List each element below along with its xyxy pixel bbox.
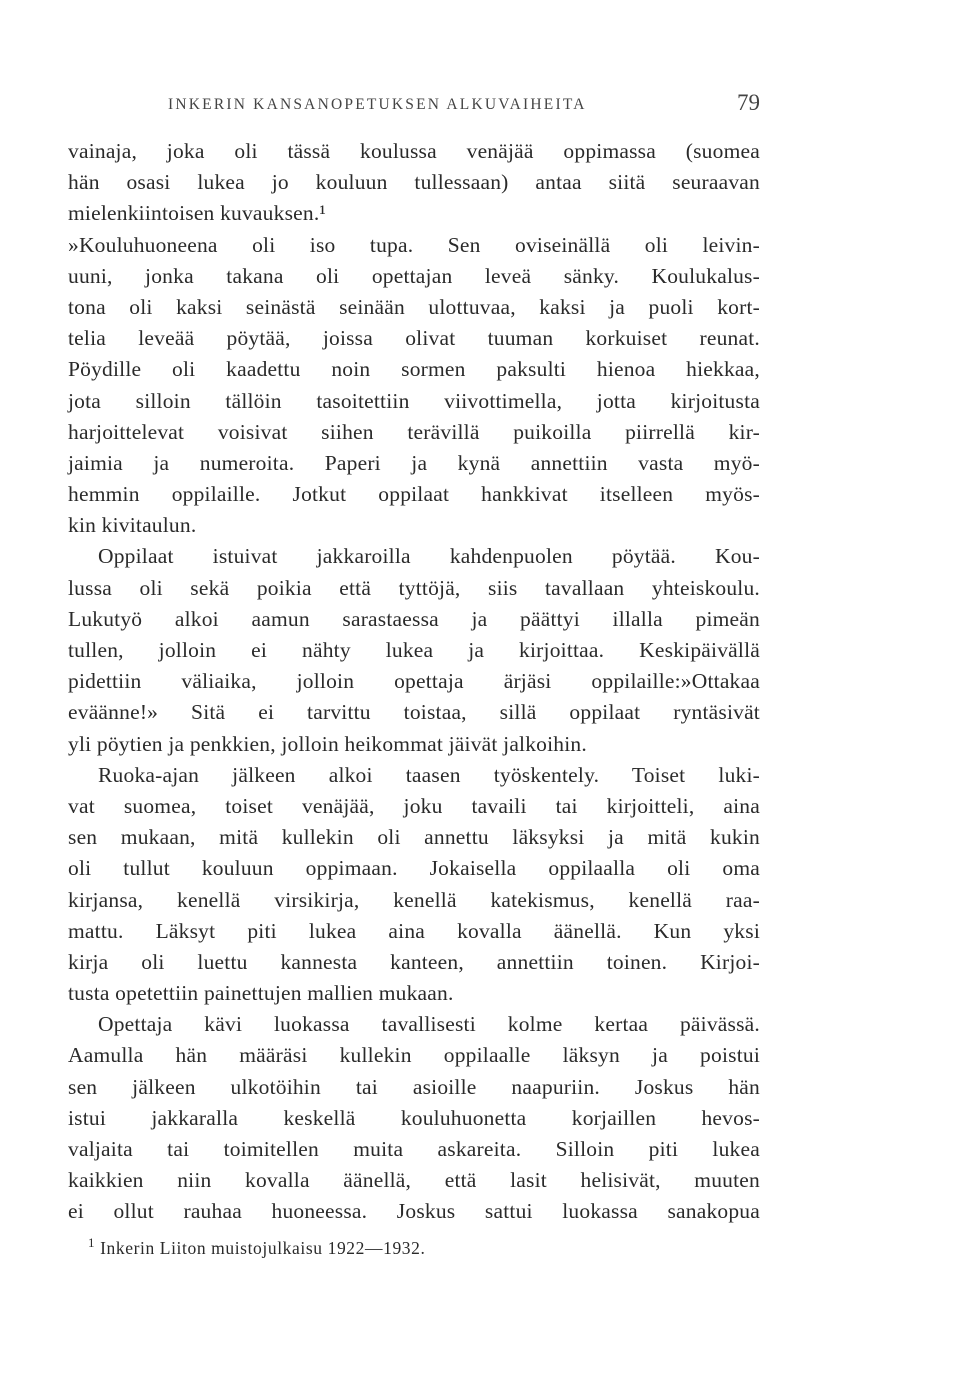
footnote-marker: 1 xyxy=(88,1234,96,1250)
text-line: oli tullut kouluun oppimaan. Jokaisella oppilaalla oli oma xyxy=(68,856,760,881)
text-line: vainaja, joka oli tässä koulussa venäjää oppimassa (suomea xyxy=(68,139,760,163)
text-line: Ruoka-ajan jälkeen alkoi taasen työskentely. Toiset luki- xyxy=(98,762,760,787)
text-line: tusta opetettiin painettujen mallien mukaan. xyxy=(68,981,454,1006)
text-line: ei ollut rauhaa huoneessa. Joskus sattui luokassa sanakopua xyxy=(68,1199,760,1224)
text-line: kirja oli luettu kannesta kanteen, annettiin toinen. Kirjoi- xyxy=(68,949,760,974)
text-line: kaikkien niin kovalla äänellä, että lasit helisivät, muuten xyxy=(68,1168,760,1193)
text-line: mattu. Läksyt piti lukea aina kovalla äänellä. Kun yksi xyxy=(68,918,760,943)
text-line: mielenkiintoisen kuvauksen.¹ xyxy=(68,201,327,226)
text-line: jota silloin tällöin tasoitettiin viivottimella, jotta kirjoitusta xyxy=(68,388,760,413)
text-line: pidettiin väliaika, jolloin opettaja ärjäsi oppilaille:»Ottakaa xyxy=(68,669,760,694)
text-line: Lukutyö alkoi aamun sarastaessa ja päättyi illalla pimeän xyxy=(68,606,760,631)
text-line: telia leveää pöytää, joissa olivat tuuman korkuiset reunat. xyxy=(68,326,760,351)
text-line: uuni, jonka takana oli opettajan leveä sänky. Koulukalus- xyxy=(68,263,760,288)
text-line: sen mukaan, mitä kullekin oli annettu läksyksi ja mitä kukin xyxy=(68,825,760,850)
text-line: tullen, jolloin ei nähty lukea ja kirjoittaa. Keskipäivällä xyxy=(68,638,760,662)
text-line: hemmin oppilaille. Jotkut oppilaat hankkivat itselleen myös- xyxy=(68,482,760,507)
text-line: vat suomea, toiset venäjää, joku tavaili tai kirjoitteli, aina xyxy=(68,793,760,818)
text-line: tona oli kaksi seinästä seinään ulottuvaa, kaksi ja puoli kort- xyxy=(68,294,760,319)
page-number: 79 xyxy=(737,90,760,115)
text-line: harjoittelevat voisivat siihen terävillä puikoilla piirrellä kir- xyxy=(68,419,760,444)
book-page xyxy=(68,88,760,1260)
text-line: kirjansa, kenellä virsikirja, kenellä katekismus, kenellä raa- xyxy=(68,887,760,912)
text-line: eväänne!» Sitä ei tarvittu toistaa, sillä oppilaat ryntäsivät xyxy=(68,700,760,725)
text-line: istui jakkaralla keskellä kouluhuonetta korjaillen hevos- xyxy=(68,1105,760,1130)
running-title: INKERIN KANSANOPETUKSEN ALKUVAIHEITA xyxy=(168,96,587,113)
text-line: yli pöytien ja penkkien, jolloin heikommat jäivät jalkoihin. xyxy=(68,731,587,756)
text-line: hän osasi lukea jo kouluun tullessaan) antaa siitä seuraavan xyxy=(68,170,760,195)
text-line: Pöydille oli kaadettu noin sormen paksulti hienoa hiekkaa, xyxy=(68,357,760,382)
text-line: jaimia ja numeroita. Paperi ja kynä annettiin vasta myö- xyxy=(68,450,760,475)
text-line: »Kouluhuoneena oli iso tupa. Sen oviseinällä oli leivin- xyxy=(68,232,760,257)
footnote-text: Inkerin Liiton muistojulkaisu 1922—1932. xyxy=(100,1237,426,1258)
text-line: Oppilaat istuivat jakkaroilla kahdenpuolen pöytää. Kou- xyxy=(98,544,760,569)
text-line: kin kivitaulun. xyxy=(68,513,197,538)
text-line: valjaita tai toimitellen muita askareita. Silloin piti lukea xyxy=(68,1137,760,1161)
body-text xyxy=(68,136,760,1228)
footnote xyxy=(68,1236,760,1260)
text-line: Aamulla hän määräsi kullekin oppilaalle läksyn ja poistui xyxy=(68,1043,760,1068)
running-head xyxy=(68,88,760,128)
text-line: sen jälkeen ulkotöihin tai asioille naapuriin. Joskus hän xyxy=(68,1074,760,1099)
text-line: Opettaja kävi luokassa tavallisesti kolme kertaa päivässä. xyxy=(98,1012,760,1037)
text-line: lussa oli sekä poikia että tyttöjä, siis tavallaan yhteiskoulu. xyxy=(68,575,760,600)
